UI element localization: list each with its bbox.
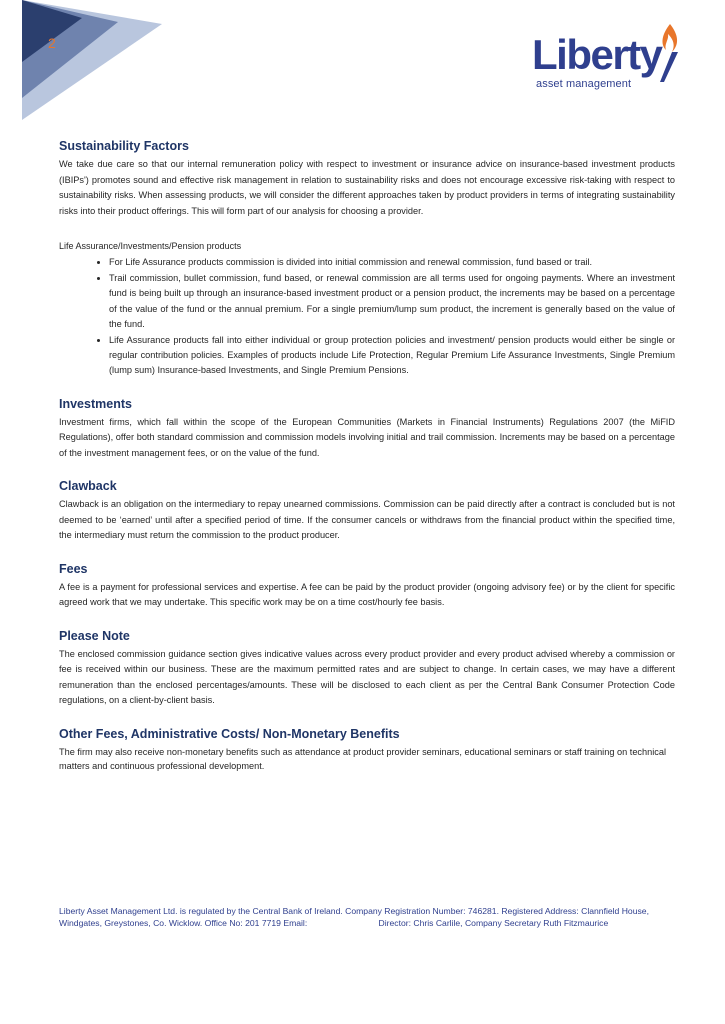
please-note-body: The enclosed commission guidance section gives indicative values across every product provider and every product advised whereby a commission or fee is received within our business. These are the maximum permitted rates and are subject to change. In certain cases, we may have a different remuneration than the enclosed percentages/amounts. These will be disclosed to each client as per the Central Bank Consumer Protection Code regulations, on a client-by-client basis.: [59, 648, 675, 706]
list-item: • Trail commission, bullet commission, fund based, or renewal commission are all terms used for ongoing payments. Where an investment fund is being built up through an insurance-based investment product or a pension product, the increments may be based on a percentage of the value of the fund or the annual premium. For a single premium/lump sum product, the increment is generally based on the value of the fund.: [109, 271, 675, 332]
list-item: • For Life Assurance products commission is divided into initial commission and renewal commission, fund based or trail.: [109, 255, 675, 270]
section-title-other-fees: Other Fees, Administrative Costs/ Non-Monetary Benefits: [59, 726, 400, 741]
list-item: • Life Assurance products fall into either individual or group protection policies and investment/ pension products would either be single or regular contribution policies. Examples of products include Life Protection, Regular Premium Life Assurance Investments, Single Premium (lump sum) Insurance-based Investments, and Single Premium Pensions.: [109, 333, 675, 379]
products-subheading: Life Assurance/Investments/Pension products: [59, 241, 242, 251]
products-bullet-list: [59, 255, 675, 379]
page-footer: [59, 905, 679, 929]
clawback-body: Clawback is an obligation on the intermediary to repay unearned commissions. Commission can be paid directly after a contract is concluded but is not deemed to be ‘earned’ until after a specified period of time. If the consumer cancels or withdraws from the financial product within the specified time, the intermediary must return the commission to the product producer.: [59, 499, 675, 541]
corner-decoration: [0, 0, 170, 125]
section-clawback: [59, 479, 675, 544]
investments-body: Investment firms, which fall within the scope of the European Communities (Markets in Financial Instruments) Regulations 2007 (the MiFID Regulations), offer both standard commission and commission models involving initial and trail commission. Increments may be based on a percentage of the investment management fees, or on the value of the fund.: [59, 416, 675, 458]
other-fees-body: The firm may also receive non-monetary benefits such as attendance at product provider seminars, educational seminars or staff training on technical matters and continuous professional development.: [59, 746, 667, 771]
liberty-logo: [532, 22, 692, 92]
logo-subtitle: asset management: [536, 78, 632, 90]
section-please-note: [59, 629, 675, 709]
footer-email-link[interactable]: info@libertyam.ie: [309, 918, 377, 928]
sustainability-body: We take due care so that our internal remuneration policy with respect to investment or insurance advice on insurance-based investment products (IBIPs') promotes sound and effective risk management in relation to sustainability risks and does not encourage excessive risk-taking with respect to sustainability risks. When assessing products, we will consider the different approaches taken by product providers in terms of integrating sustainability risks into their product offerings. This will form part of our analysis for choosing a provider.: [59, 159, 675, 216]
footer-text: Liberty Asset Management Ltd. is regulated by the Central Bank of Ireland. Company Registration Number: 746281. Registered Address: Clannfield House, Windgates, Greystones, Co. Wicklow. Office No: 201 7719 Email:: [59, 906, 649, 928]
section-title-investments: Investments: [59, 396, 132, 411]
fees-body: A fee is a payment for professional services and expertise. A fee can be paid by the product provider (ongoing advisory fee) or by the client for specific agreed work that we may undertake. This specific work may be on a time cost/hourly fee basis.: [59, 581, 675, 608]
flame-icon: [654, 22, 686, 84]
section-investments: [59, 397, 675, 462]
section-fees: [59, 562, 675, 611]
section-title-clawback: Clawback: [59, 479, 117, 494]
logo-wordmark: Liberty: [532, 31, 662, 78]
section-title-please-note: Please Note: [59, 628, 130, 643]
main-content: [59, 139, 675, 773]
footer-text-directors: Director: Chris Carlile, Company Secretary Ruth Fitzmaurice: [378, 918, 609, 928]
section-title-sustainability: Sustainability Factors: [59, 139, 189, 153]
page-number: 2: [48, 35, 56, 51]
section-other-fees: [59, 727, 675, 773]
section-title-fees: Fees: [59, 561, 88, 576]
